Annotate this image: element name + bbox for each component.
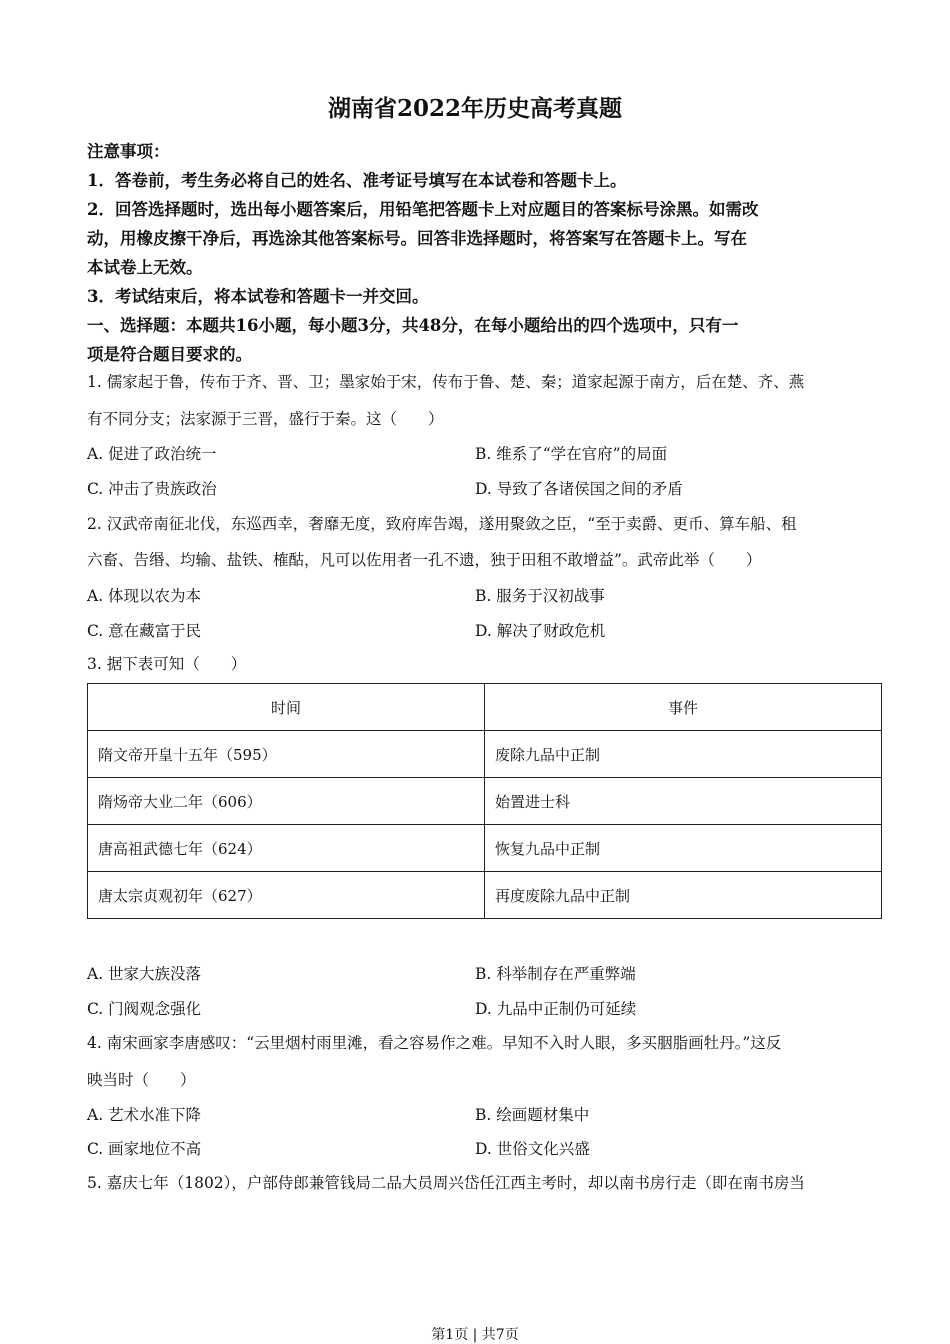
q1-option-a: A. 促进了政治统一 (87, 445, 217, 463)
table-row (88, 731, 882, 778)
section-heading-line-2: 项是符合题目要求的。 (87, 345, 252, 364)
q4-option-a: A. 艺术水准下降 (87, 1106, 202, 1124)
table-cell-time: 唐太宗贞观初年（627） (88, 872, 485, 919)
q2-option-a: A. 体现以农为本 (87, 587, 202, 605)
q2-option-b: B. 服务于汉初战事 (475, 587, 605, 605)
table-cell-time: 唐高祖武德七年（624） (88, 825, 485, 872)
table-row (88, 825, 882, 872)
q4-option-d: D. 世俗文化兴盛 (475, 1140, 590, 1158)
notice-line-2a: 2．回答选择题时，选出每小题答案后，用铅笔把答题卡上对应题目的答案标号涂黑。如需改 (87, 200, 759, 219)
q4-stem-line-2: 映当时（ ） (87, 1071, 196, 1089)
q1-option-d: D. 导致了各诸侯国之间的矛盾 (475, 480, 683, 498)
q4-stem-line-1: 4. 南宋画家李唐感叹：“云里烟村雨里滩，看之容易作之难。早知不入时人眼，多买胭脂画牡丹。”这反 (87, 1034, 782, 1052)
table-row (88, 872, 882, 919)
q2-stem-line-2: 六畜、告缗、均输、盐铁、榷酤，凡可以佐用者一孔不遗，独于田租不敢增益”。武帝此举（ ） (87, 551, 762, 569)
q4-option-c: C. 画家地位不高 (87, 1140, 202, 1158)
page-title: 湖南省2022年历史高考真题 (327, 95, 622, 122)
table-cell-event: 废除九品中正制 (485, 731, 882, 778)
table-header-event: 事件 (485, 684, 882, 731)
q2-stem-line-1: 2. 汉武帝南征北伐，东巡西幸，奢靡无度，致府库告竭，遂用聚敛之臣，“至于卖爵、更币、算车船、租 (87, 515, 797, 533)
notice-heading: 注意事项： (87, 142, 170, 161)
q1-option-c: C. 冲击了贵族政治 (87, 480, 217, 498)
q4-option-b: B. 绘画题材集中 (475, 1106, 590, 1124)
q3-option-b: B. 科举制存在严重弊端 (475, 965, 636, 983)
q1-option-b: B. 维系了“学在官府”的局面 (475, 445, 668, 463)
q3-option-d: D. 九品中正制仍可延续 (475, 1000, 637, 1018)
table-header-time: 时间 (88, 684, 485, 731)
table-cell-time: 隋文帝开皇十五年（595） (88, 731, 485, 778)
table-cell-event: 始置进士科 (485, 778, 882, 825)
table-row (88, 778, 882, 825)
q2-option-d: D. 解决了财政危机 (475, 622, 606, 640)
table-cell-event: 再度废除九品中正制 (485, 872, 882, 919)
section-heading-line-1: 一、选择题：本题共16小题，每小题3分，共48分，在每小题给出的四个选项中，只有一 (87, 316, 739, 335)
notice-line-2b: 动，用橡皮擦干净后，再选涂其他答案标号。回答非选择题时，将答案写在答题卡上。写在 (87, 229, 747, 248)
q2-option-c: C. 意在藏富于民 (87, 622, 202, 640)
q3-option-a: A. 世家大族没落 (87, 965, 202, 983)
notice-line-3: 3．考试结束后，将本试卷和答题卡一并交回。 (87, 287, 429, 306)
q3-option-c: C. 门阀观念强化 (87, 1000, 202, 1018)
page-footer: 第1页 | 共7页 (431, 1327, 519, 1343)
table-cell-time: 隋炀帝大业二年（606） (88, 778, 485, 825)
q3-stem: 3. 据下表可知（ ） (87, 655, 247, 673)
notice-line-2c: 本试卷上无效。 (87, 258, 203, 277)
notice-line-1: 1．答卷前，考生务必将自己的姓名、准考证号填写在本试卷和答题卡上。 (87, 171, 627, 190)
q1-stem-line-1: 1. 儒家起于鲁，传布于齐、晋、卫；墨家始于宋，传布于鲁、楚、秦；道家起源于南方，后在楚、齐、燕 (87, 373, 805, 391)
table-header-row (88, 684, 882, 731)
q1-stem-line-2: 有不同分支；法家源于三晋，盛行于秦。这（ ） (87, 410, 444, 428)
q5-stem-line-1: 5. 嘉庆七年（1802），户部侍郎兼管钱局二品大员周兴岱任江西主考时，却以南书房行走（即在南书房当 (87, 1174, 805, 1192)
table-cell-event: 恢复九品中正制 (485, 825, 882, 872)
q3-history-table (87, 683, 882, 919)
